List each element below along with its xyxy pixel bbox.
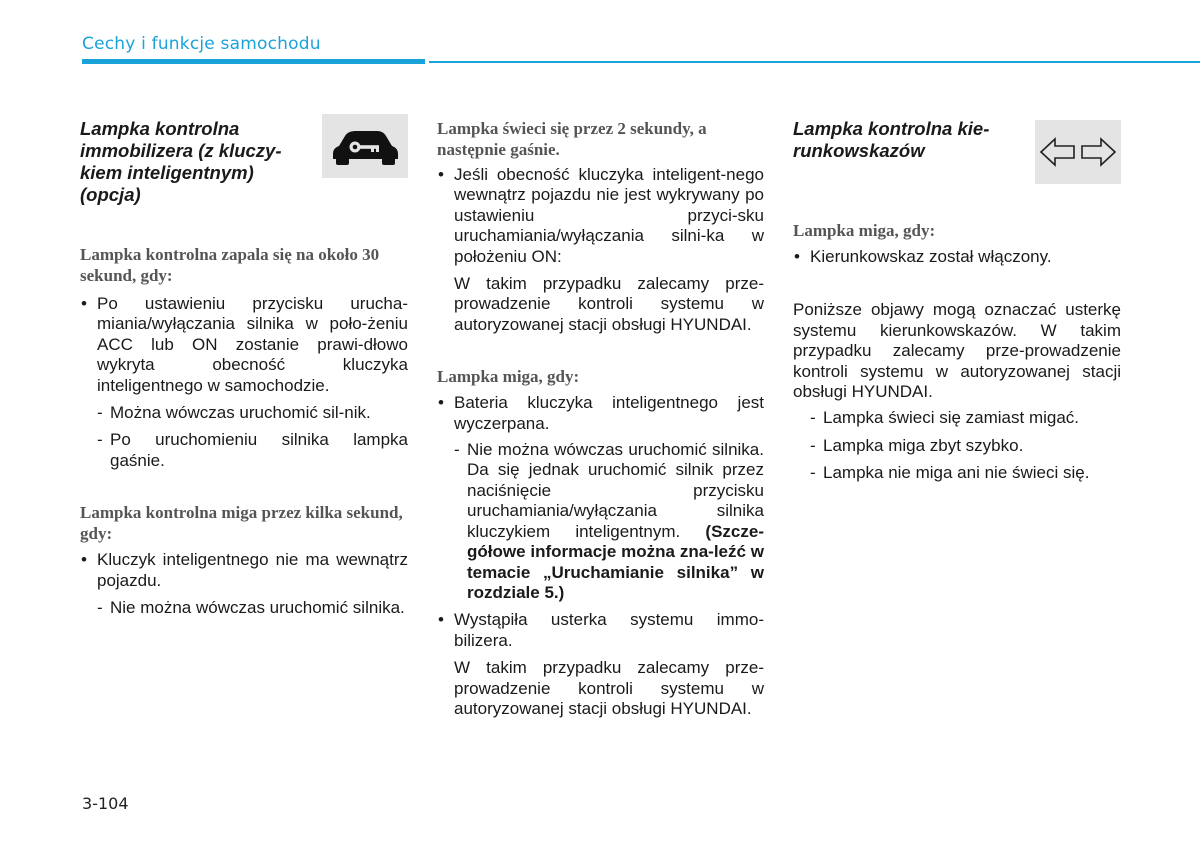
- column-immobilizer: [80, 118, 408, 618]
- column-immobilizer-continued: [437, 118, 764, 719]
- sub-list-item: - Nie można wówczas uruchomić silnika. Da się jednak uruchomić silnik przez naciśnięcie przycisku uruchamiania/wyłączania silnika kluczykiem inteligentnym. (Szcze-gółowe informacje można zna-leźć w temacie „Uruchamianie silnika” w rozdziale 5.): [454, 440, 764, 602]
- immobilizer-heading: Lampka kontrolna immobilizera (z kluczy-kiem inteligentnym) (opcja): [80, 118, 282, 205]
- list-item: • Kierunkowskaz został włączony.: [793, 247, 1121, 267]
- header-rule-thin: [429, 61, 1200, 63]
- note-paragraph: W takim przypadku zalecamy prze-prowadzenie kontroli systemu w autoryzowanej stacji obsługi HYUNDAI.: [454, 658, 764, 718]
- column-turn-signal: [793, 118, 1121, 484]
- cross-reference: (Szcze-gółowe informacje można zna-leźć w temacie „Uruchamianie silnika” w rozdziale 5.): [467, 521, 764, 602]
- sub-list-item: - Po uruchomieniu silnika lampka gaśnie.: [97, 430, 408, 470]
- immobilizer-title-row: [80, 118, 408, 206]
- subheading: Lampka kontrolna zapala się na około 30 sekund, gdy:: [80, 245, 380, 285]
- subheading: Lampka miga, gdy:: [793, 221, 936, 240]
- sub-list-item: - Nie można wówczas uruchomić silnika.: [97, 598, 405, 618]
- list-item: • Wystąpiła usterka systemu immo-bilizera.: [437, 610, 764, 651]
- paragraph: Poniższe objawy mogą oznaczać usterkę systemu kierunkowskazów. W takim przypadku zalecamy prze-prowadzenie kontroli systemu w autoryzowanej stacji obsługi HYUNDAI.: [793, 300, 1121, 402]
- car-key-icon: [322, 114, 408, 178]
- subheading: Lampka kontrolna miga przez kilka sekund, gdy:: [80, 503, 403, 544]
- sub-list-item: - Można wówczas uruchomić sil-nik.: [97, 403, 371, 423]
- list-item: • Bateria kluczyka inteligentnego jest wyczerpana.: [437, 393, 764, 434]
- subheading: Lampka świeci się przez 2 sekundy, a następnie gaśnie.: [437, 119, 707, 159]
- turn-signal-title-row: [793, 118, 1121, 184]
- sub-list-item: - Lampka świeci się zamiast migać.: [810, 408, 1080, 428]
- list-item: • Po ustawieniu przycisku urucha-miania/wyłączania silnika w poło-żeniu ACC lub ON zostanie prawi-dłowo wykryta obecność kluczyka inteligentnego w samochodzie.: [80, 294, 408, 396]
- subheading: Lampka miga, gdy:: [437, 367, 580, 387]
- sub-list-item: - Lampka miga zbyt szybko.: [810, 435, 1024, 455]
- list-item: • Kluczyk inteligentnego nie ma wewnątrz pojazdu.: [80, 550, 408, 591]
- turn-signal-arrows-icon: [1035, 120, 1121, 184]
- section-title: Cechy i funkcje samochodu: [82, 34, 321, 54]
- list-item: • Jeśli obecność kluczyka inteligent-nego wewnątrz pojazdu nie jest wykrywany po ustawieniu przyci-sku uruchamiania/wyłączania silni-ka w położeniu ON:: [437, 165, 764, 267]
- sub-list-item: - Lampka nie miga ani nie świeci się.: [810, 463, 1090, 483]
- turn-signal-heading: Lampka kontrolna kie-runkowskazów: [793, 118, 990, 161]
- page-number: 3-104: [82, 794, 129, 813]
- header-rule-thick: [82, 59, 425, 64]
- note-paragraph: W takim przypadku zalecamy prze-prowadzenie kontroli systemu w autoryzowanej stacji obsługi HYUNDAI.: [454, 274, 764, 334]
